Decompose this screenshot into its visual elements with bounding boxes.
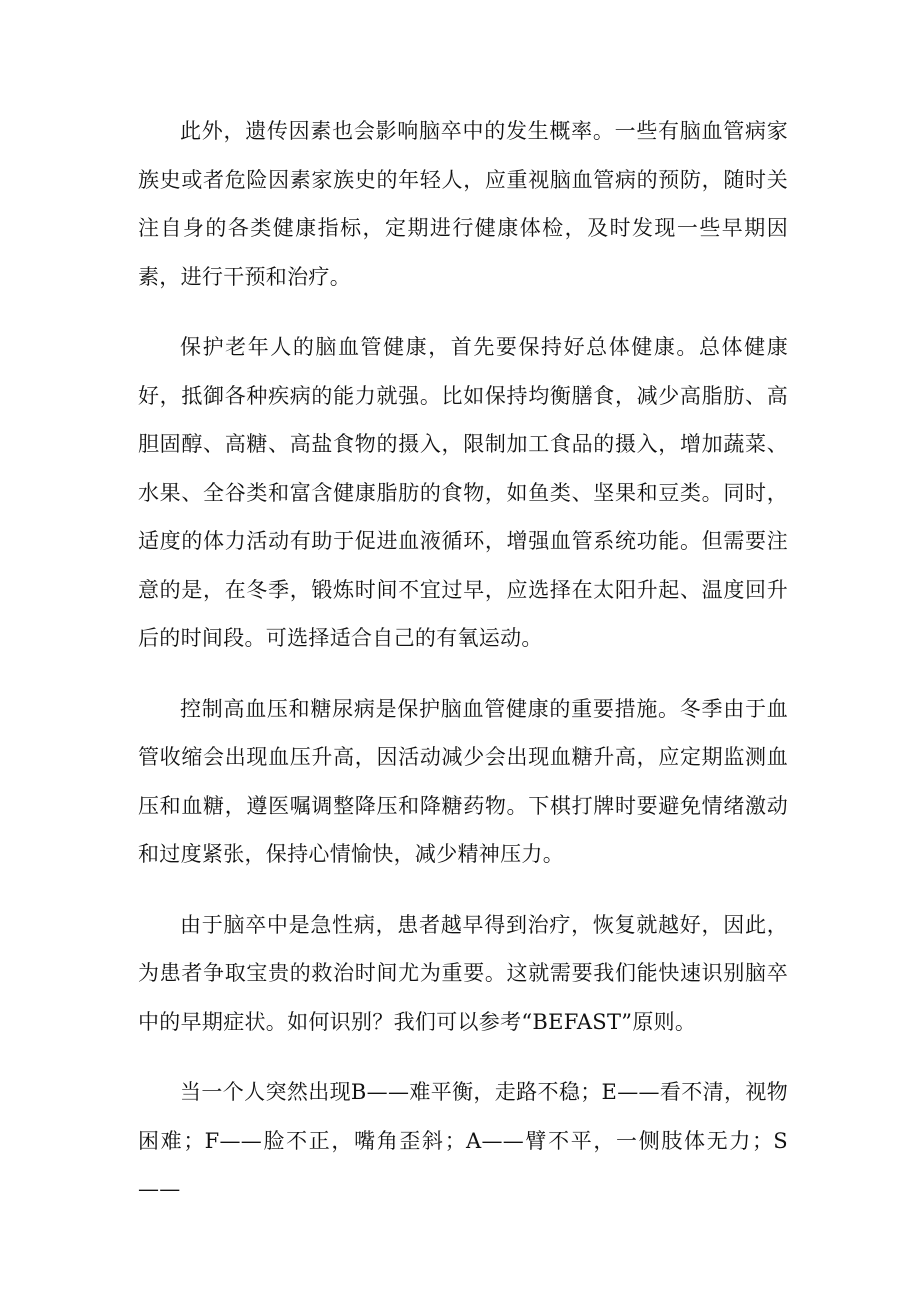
paragraph-befast: 当一个人突然出现B——难平衡，走路不稳；E——看不清，视物困难；F——脸不正，嘴角歪斜；A——臂不平，一侧肢体无力；S——	[138, 1080, 788, 1201]
paragraph-genetics: 此外，遗传因素也会影响脑卒中的发生概率。一些有脑血管病家族史或者危险因素家族史的年轻人，应重视脑血管病的预防，随时关注自身的各类健康指标，定期进行健康体检，及时发现一些早期因素，进行干预和治疗。	[138, 119, 788, 289]
paragraph-early-recognition: 由于脑卒中是急性病，患者越早得到治疗，恢复就越好，因此，为患者争取宝贵的救治时间尤为重要。这就需要我们能快速识别脑卒中的早期症状。如何识别？我们可以参考“BEFAST”原则。	[138, 912, 788, 1034]
paragraph-overall-health: 保护老年人的脑血管健康，首先要保持好总体健康。总体健康好，抵御各种疾病的能力就强。比如保持均衡膳食，减少高脂肪、高胆固醇、高糖、高盐食物的摄入，限制加工食品的摄入，增加蔬菜、水果、全谷类和富含健康脂肪的食物，如鱼类、坚果和豆类。同时，适度的体力活动有助于促进血液循环，增强血管系统功能。但需要注意的是，在冬季，锻炼时间不宜过早，应选择在太阳升起、温度回升后的时间段。可选择适合自己的有氧运动。	[138, 335, 788, 650]
paragraph-blood-pressure-diabetes: 控制高血压和糖尿病是保护脑血管健康的重要措施。冬季由于血管收缩会出现血压升高，因活动减少会出现血糖升高，应定期监测血压和血糖，遵医嘱调整降压和降糖药物。下棋打牌时要避免情绪激动和过度紧张，保持心情愉快，减少精神压力。	[138, 696, 788, 866]
document-body	[138, 107, 788, 1236]
